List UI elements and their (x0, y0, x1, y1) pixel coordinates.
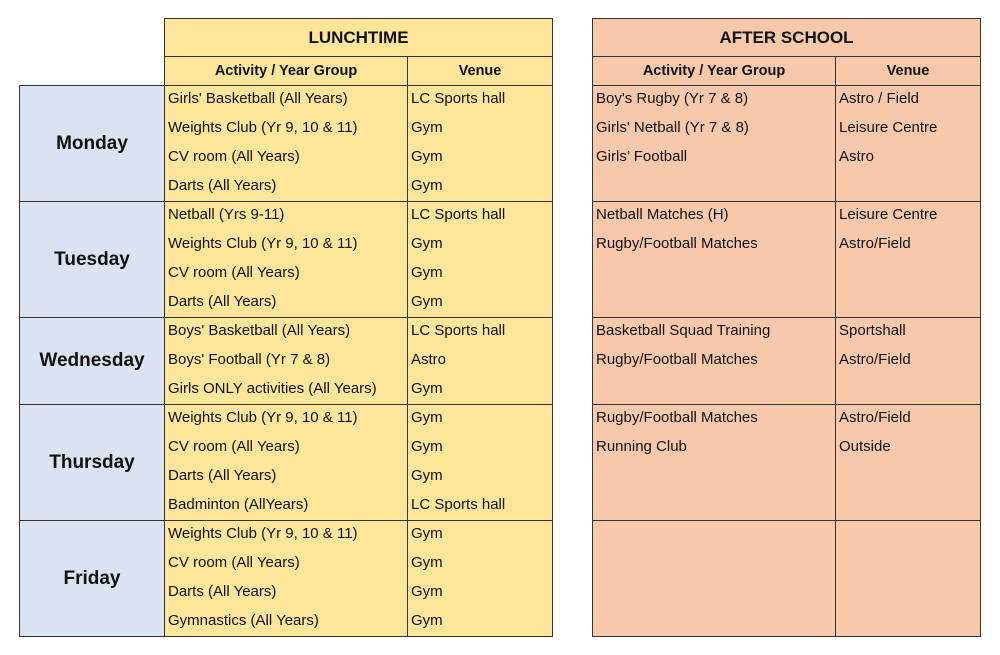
after-venue: Leisure Centre (839, 119, 938, 136)
lunch-activity: Weights Club (Yr 9, 10 & 11) (168, 235, 358, 252)
after-activity: Netball Matches (H) (596, 206, 729, 223)
after-venue: Astro/Field (839, 235, 911, 252)
lunch-activity: Darts (All Years) (168, 583, 277, 600)
lunch-venue: LC Sports hall (411, 206, 506, 223)
lunch-activity: Girls ONLY activities (All Years) (168, 380, 377, 397)
lunch-activity: Gymnastics (All Years) (168, 612, 319, 629)
lunch-activity: CV room (All Years) (168, 554, 300, 571)
after-activity-cell (592, 404, 836, 521)
after-activity: Girls' Netball (Yr 7 & 8) (596, 119, 749, 136)
lunch-venue: Gym (411, 525, 443, 542)
day-label-cell (19, 85, 165, 202)
lunch-venue-cell (407, 201, 553, 318)
after-venue: Astro/Field (839, 409, 911, 426)
lunch-venue: LC Sports hall (411, 90, 506, 107)
lunch-activity: Girls' Basketball (All Years) (168, 90, 348, 107)
after-activity-cell (592, 317, 836, 405)
after-activity: Rugby/Football Matches (596, 351, 758, 368)
lunch-venue-cell (407, 85, 553, 202)
after-venue-cell (835, 201, 981, 318)
lunch-activity: Weights Club (Yr 9, 10 & 11) (168, 119, 358, 136)
lunch-venue: Gym (411, 583, 443, 600)
lunchtime-title: LUNCHTIME (164, 18, 553, 57)
after-venue: Astro/Field (839, 351, 911, 368)
lunch-activity-cell (164, 201, 408, 318)
after-venue: Astro / Field (839, 90, 920, 107)
lunch-venue: Gym (411, 438, 443, 455)
day-label-cell (19, 317, 165, 405)
lunch-activity-cell (164, 85, 408, 202)
day-name: Wednesday (39, 350, 145, 371)
lunch-activity: Darts (All Years) (168, 467, 277, 484)
lunch-activity-cell (164, 520, 408, 637)
after-venue-cell (835, 520, 981, 637)
lunch-activity: Badminton (AllYears) (168, 496, 309, 513)
lunch-activity: CV room (All Years) (168, 438, 300, 455)
lunch-activity-cell (164, 317, 408, 405)
after-venue-cell (835, 85, 981, 202)
lunch-venue: Gym (411, 380, 443, 397)
lunchtime-venue-header: Venue (407, 56, 553, 86)
lunch-activity: Boys' Football (Yr 7 & 8) (168, 351, 331, 368)
lunch-activity: Boys' Basketball (All Years) (168, 322, 351, 339)
lunch-activity: Weights Club (Yr 9, 10 & 11) (168, 525, 358, 542)
after-school-title: AFTER SCHOOL (592, 18, 981, 57)
after-venue: Leisure Centre (839, 206, 938, 223)
after-activity: Rugby/Football Matches (596, 235, 758, 252)
after-activity: Boy's Rugby (Yr 7 & 8) (596, 90, 749, 107)
after-activity: Running Club (596, 438, 687, 455)
after-activity-cell (592, 201, 836, 318)
after-activity: Basketball Squad Training (596, 322, 771, 339)
lunch-activity: Darts (All Years) (168, 177, 277, 194)
after-venue-cell (835, 317, 981, 405)
after-school-venue-header: Venue (835, 56, 981, 86)
lunch-venue-cell (407, 520, 553, 637)
lunch-venue: Astro (411, 351, 447, 368)
lunch-activity: Weights Club (Yr 9, 10 & 11) (168, 409, 358, 426)
day-label-cell (19, 201, 165, 318)
lunch-venue-cell (407, 404, 553, 521)
lunch-venue: Gym (411, 612, 443, 629)
after-activity-cell (592, 85, 836, 202)
lunch-venue: LC Sports hall (411, 322, 506, 339)
lunch-venue: Gym (411, 119, 443, 136)
day-name: Monday (56, 132, 128, 154)
lunch-venue: Gym (411, 148, 443, 165)
after-activity: Girls’ Football (596, 148, 688, 165)
lunch-activity: CV room (All Years) (168, 264, 300, 281)
day-name: Thursday (49, 451, 135, 473)
lunch-venue: LC Sports hall (411, 496, 506, 513)
lunch-activity-cell (164, 404, 408, 521)
after-activity-cell (592, 520, 836, 637)
lunch-venue: Gym (411, 467, 443, 484)
lunch-activity: Darts (All Years) (168, 293, 277, 310)
day-label-cell (19, 520, 165, 637)
day-name: Friday (63, 567, 121, 589)
after-activity: Rugby/Football Matches (596, 409, 758, 426)
after-venue: Outside (839, 438, 891, 455)
day-name: Tuesday (54, 248, 130, 270)
after-venue-cell (835, 404, 981, 521)
after-venue: Astro (839, 148, 875, 165)
after-venue: Sportshall (839, 322, 906, 339)
lunch-venue-cell (407, 317, 553, 405)
lunch-venue: Gym (411, 235, 443, 252)
lunch-venue: Gym (411, 177, 443, 194)
lunch-venue: Gym (411, 554, 443, 571)
day-label-cell (19, 404, 165, 521)
lunch-venue: Gym (411, 293, 443, 310)
lunch-activity: CV room (All Years) (168, 148, 300, 165)
lunch-activity: Netball (Yrs 9-11) (168, 206, 285, 223)
after-school-activity-header: Activity / Year Group (592, 56, 836, 86)
lunch-venue: Gym (411, 409, 443, 426)
lunchtime-activity-header: Activity / Year Group (164, 56, 408, 86)
lunch-venue: Gym (411, 264, 443, 281)
